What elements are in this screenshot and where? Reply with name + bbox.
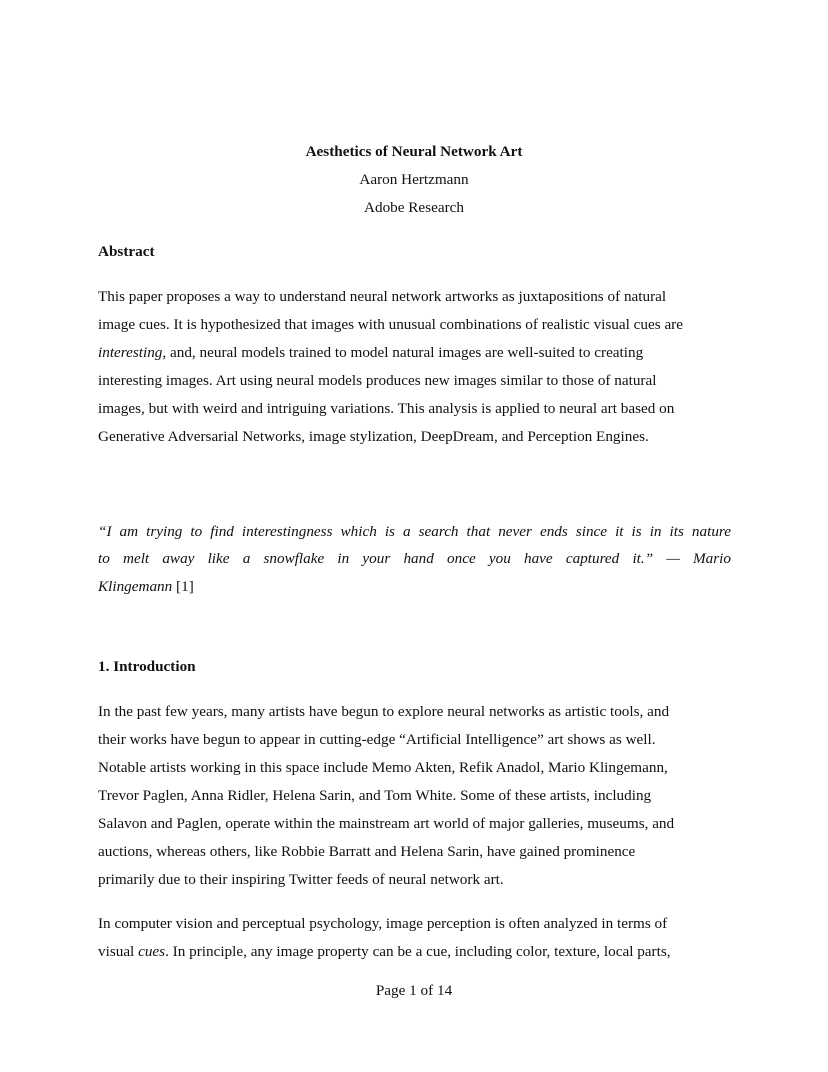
abstract-line: interesting images. Art using neural models produces new images similar to those of natural xyxy=(98,372,657,389)
emphasis-text: cues xyxy=(138,943,166,960)
abstract-heading: Abstract xyxy=(98,243,155,260)
intro-line: visual cues. In principle, any image property can be a cue, including color, texture, local parts, xyxy=(98,943,671,960)
intro-line: auctions, whereas others, like Robbie Barratt and Helena Sarin, have gained prominence xyxy=(98,843,636,860)
abstract-line: interesting, and, neural models trained to model natural images are well-suited to creating xyxy=(98,344,644,361)
abstract-line: This paper proposes a way to understand neural network artworks as juxtapositions of natural xyxy=(98,288,667,305)
intro-line: Salavon and Paglen, operate within the mainstream art world of major galleries, museums, and xyxy=(98,815,675,832)
section-heading: 1. Introduction xyxy=(98,658,196,675)
paper-title: Aesthetics of Neural Network Art xyxy=(305,143,523,160)
epigraph-line: “I am trying to find interestingness which is a search that never ends since it is in its nature xyxy=(98,523,731,540)
emphasis-text: interesting, xyxy=(98,344,167,361)
abstract-line: image cues. It is hypothesized that images with unusual combinations of realistic visual cues are xyxy=(98,316,683,333)
epigraph-attribution: Klingemann xyxy=(98,578,173,595)
abstract-line: images, but with weird and intriguing variations. This analysis is applied to neural art based on xyxy=(98,400,675,417)
intro-line: Notable artists working in this space include Memo Akten, Refik Anadol, Mario Klingemann, xyxy=(98,759,668,776)
author-name: Aaron Hertzmann xyxy=(359,171,469,188)
author-affiliation: Adobe Research xyxy=(364,199,464,216)
intro-line: Trevor Paglen, Anna Ridler, Helena Sarin, and Tom White. Some of these artists, including xyxy=(98,787,652,804)
intro-line: In computer vision and perceptual psychology, image perception is often analyzed in terms of xyxy=(98,915,668,932)
abstract-line: Generative Adversarial Networks, image stylization, DeepDream, and Perception Engines. xyxy=(98,428,649,445)
intro-line: their works have begun to appear in cutting-edge “Artificial Intelligence” art shows as well. xyxy=(98,731,656,748)
epigraph-line: to melt away like a snowflake in your hand once you have captured it.” — Mario xyxy=(98,550,731,567)
intro-line: In the past few years, many artists have begun to explore neural networks as artistic tools, and xyxy=(98,703,670,720)
page-number: Page 1 of 14 xyxy=(375,982,453,999)
intro-line: primarily due to their inspiring Twitter feeds of neural network art. xyxy=(98,871,504,888)
citation-ref: [1] xyxy=(172,578,194,595)
epigraph-line xyxy=(98,578,194,596)
